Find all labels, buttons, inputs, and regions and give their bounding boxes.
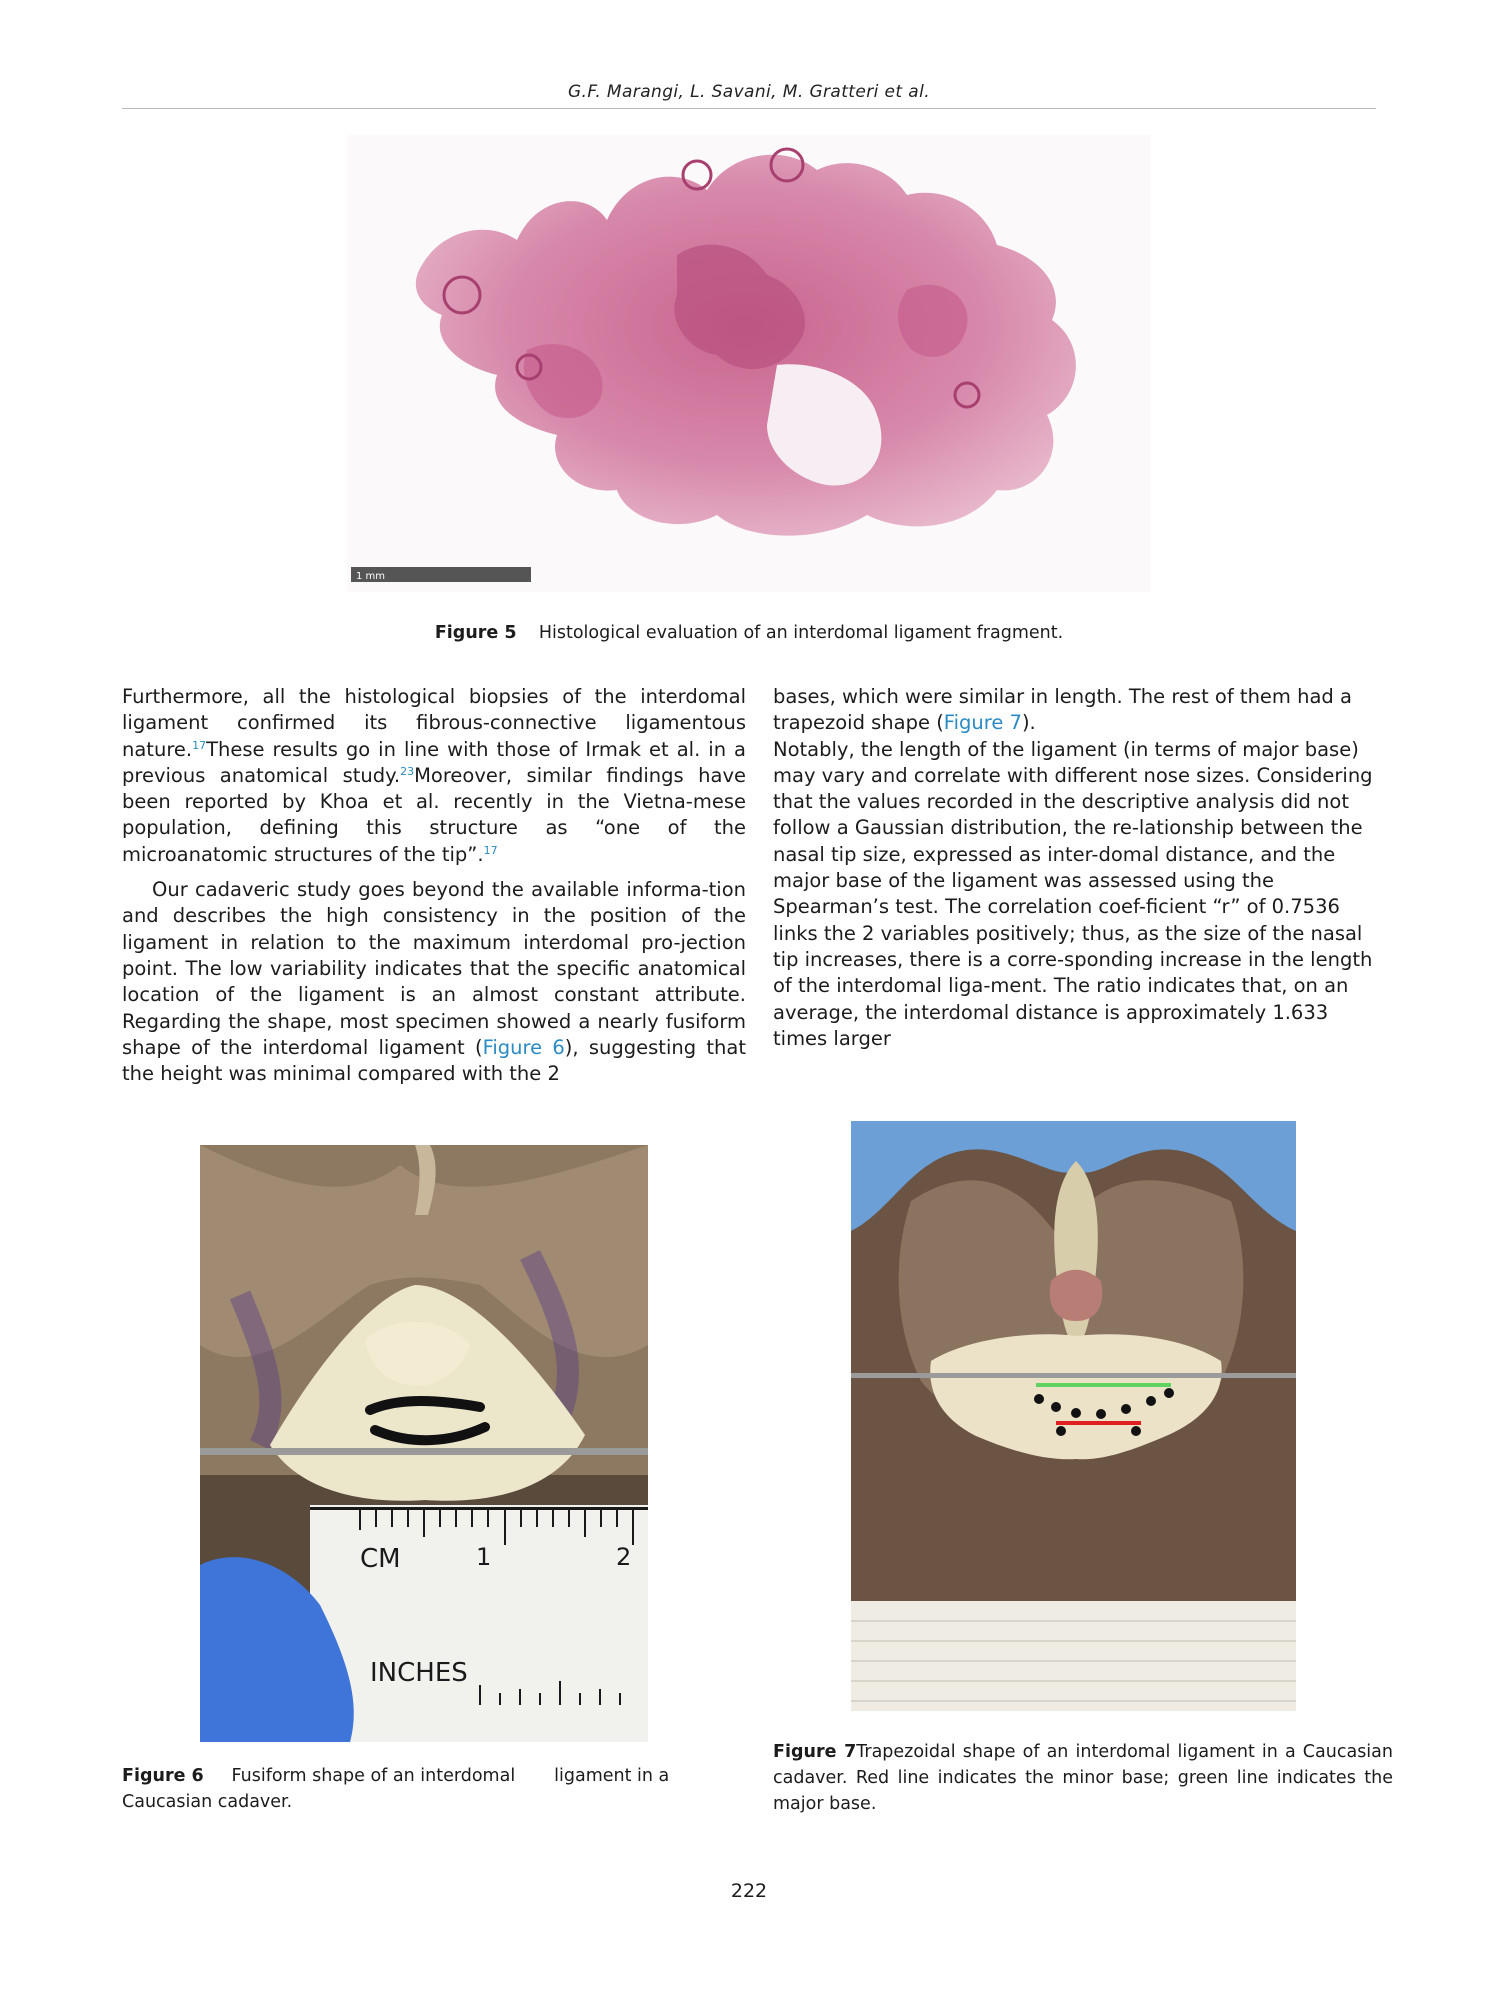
figure-7-link[interactable]: Figure 7 [943,711,1022,735]
figure-7-caption [773,1739,1393,1817]
figure-5-caption-text: Histological evaluation of an interdomal ligament fragment. [538,623,1064,643]
figure-7-image [851,1121,1296,1711]
figure-6-caption-text-b: ligament in a Caucasian cadaver. [122,1766,670,1812]
ruler-number-1: 1 [476,1543,492,1571]
figure-6-label: Figure 6 [122,1766,204,1786]
right-column [773,684,1381,1052]
ruler-cm-label: CM [360,1544,401,1574]
right-paragraph-1: bases, which were similar in length. The rest of them had a trapezoid shape (Figure 7). [773,685,1352,735]
figure-6-caption [122,1763,722,1815]
figure-7-caption-text: Trapezoidal shape of an interdomal ligament in a Caucasian cadaver. Red line indicates the minor base; green line indicates the major base. [773,1742,1393,1814]
figure-5-label: Figure 5 [434,623,517,643]
trapezoidal-ligament-photo [851,1121,1296,1711]
histology-illustration [347,135,1150,592]
figure-5-image [347,135,1150,592]
running-header: G.F. Marangi, L. Savani, M. Gratteri et al. [567,82,931,102]
figure-6-link[interactable]: Figure 6 [482,1035,565,1059]
left-column [122,684,746,1087]
right-paragraph-2: Notably, the length of the ligament (in terms of major base) may vary and correlate with different nose sizes. Considering that the values recorded in the descriptive analysis did not follow a Gaussian distribution, the re-lationship between the nasal tip size, expressed as inter-domal distance, and the major base of the ligament was assessed using the Spearman’s test. The correlation coef-ficient “r” of 0.7536 links the 2 variables positively; thus, as the size of the nasal tip increases, there is a corre-sponding increase in the length of the interdomal liga-ment. The ratio indicates that, on an average, the interdomal distance is approximately 1.633 times larger [773,737,1373,1050]
header-rule [122,108,1376,109]
fusiform-ligament-photo [200,1145,648,1742]
reference-17[interactable]: 17 [483,843,498,857]
reference-23[interactable]: 23 [400,764,415,778]
left-paragraph-2: Our cadaveric study goes beyond the available informa-tion and describes the high consistency in the position of the ligament in relation to the maximum interdomal pro-jection point. The low variability indicates that the specific anatomical location of the ligament is an almost constant attribute. Regarding the shape, most specimen showed a nearly fusiform shape of the interdomal ligament (Figure 6), suggesting that the height was minimal compared with the 2 [122,878,746,1086]
figure-5-caption [122,620,1376,646]
reference-17[interactable]: 17 [192,738,207,752]
figure-7-label: Figure 7 [773,1742,857,1762]
left-paragraph-1: Furthermore, all the histological biopsies of the interdomal ligament confirmed its fibrous-connective ligamentous nature.$^{17}$These results go in line with those of Irmak et al. in a previous anatomical study.$^{23}$Moreover, similar findings have been reported by Khoa et al. recently in the Vietna-mese population, defining this structure as “one of the microanatomic structures of the tip”.$^{17}$ [122,685,746,866]
ruler-inches-label: INCHES [370,1658,468,1688]
page-number: 222 [730,1880,768,1902]
figure-6-caption-text-a: Fusiform shape of an interdomal [231,1766,516,1786]
figure-6-image [200,1145,648,1742]
scale-bar-label: 1 mm [356,571,386,582]
ruler-number-2: 2 [616,1543,632,1571]
